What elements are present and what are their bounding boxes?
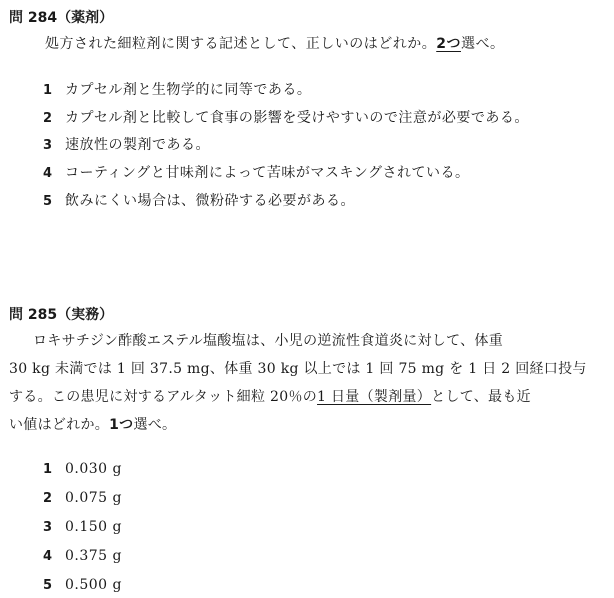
question-285-option-5[interactable]: [43, 577, 122, 593]
question-284-stem-text: 処方された細粒剤に関する記述として、正しいのはどれか。: [45, 36, 437, 52]
option-text: コーティングと甘味剤によって苦味がマスキングされている。: [65, 165, 470, 181]
option-text: 0.075 g: [65, 490, 122, 506]
question-284-stem: [45, 33, 504, 53]
option-text: 0.500 g: [65, 577, 122, 593]
question-285-stem-line-4: [9, 414, 176, 434]
question-284-stem-suffix: 選べ。: [460, 36, 505, 52]
question-285-stem-line-4-suffix: 選べ。: [133, 417, 177, 433]
question-284-option-1[interactable]: [43, 79, 311, 99]
question-285-option-2[interactable]: [43, 490, 122, 506]
option-text: カプセル剤と比較して食事の影響を受けやすいので注意が必要である。: [65, 110, 529, 126]
question-285-stem-line-1: ロキサチジン酢酸エステル塩酸塩は、小児の逆流性食道炎に対して、体重: [33, 333, 504, 349]
question-284-option-4[interactable]: [43, 162, 469, 182]
option-number: 3: [43, 138, 53, 153]
question-284-header: 問 284（薬剤）: [9, 10, 114, 26]
option-number: 4: [43, 166, 53, 181]
option-number: 2: [43, 111, 53, 126]
question-285-stem-line-3: [9, 386, 531, 406]
question-284-answer-count: 2つ: [436, 36, 461, 52]
option-text: 0.150 g: [65, 519, 122, 535]
question-285-answer-count: 1つ: [109, 417, 134, 433]
question-285-option-1[interactable]: [43, 461, 122, 477]
option-text: カプセル剤と生物学的に同等である。: [65, 82, 312, 98]
option-number: 5: [43, 194, 53, 209]
question-284-option-2[interactable]: [43, 107, 529, 127]
question-284-option-5[interactable]: [43, 190, 355, 210]
option-number: 3: [43, 520, 53, 535]
question-285-stem-line-3-suffix: として、最も近: [431, 389, 531, 405]
option-number: 2: [43, 491, 53, 506]
question-285-stem-line-4-text: い値はどれか。: [9, 417, 110, 433]
option-number: 1: [43, 83, 53, 98]
option-number: 4: [43, 549, 53, 564]
question-285-stem-line-3-text: する。この患児に対するアルタット細粒 20％の: [9, 389, 318, 405]
question-285-underlined-daily-dose: 1 日量（製剤量）: [317, 389, 432, 405]
option-text: 0.030 g: [65, 461, 122, 477]
question-284-option-3[interactable]: [43, 134, 210, 154]
option-number: 1: [43, 462, 53, 477]
option-number: 5: [43, 578, 53, 593]
option-text: 速放性の製剤である。: [65, 137, 210, 153]
question-285-stem-line-2: 30 kg 未満では 1 回 37.5 mg、体重 30 kg 以上では 1 回 75 mg を 1 日 2 回経口投与: [9, 361, 587, 377]
question-285-option-4[interactable]: [43, 548, 122, 564]
option-text: 飲みにくい場合は、微粉砕する必要がある。: [65, 193, 355, 209]
option-text: 0.375 g: [65, 548, 122, 564]
question-285-header: 問 285（実務）: [9, 307, 114, 323]
question-285-option-3[interactable]: [43, 519, 122, 535]
